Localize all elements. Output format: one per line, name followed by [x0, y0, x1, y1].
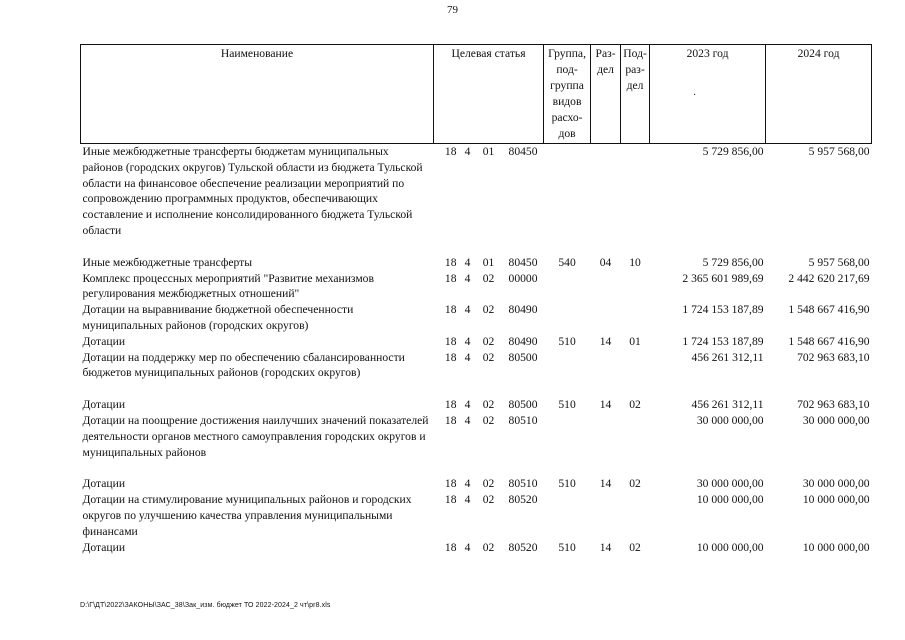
razdel: 14	[599, 477, 612, 491]
target-code-measure: 02	[482, 303, 495, 317]
target-code-direction: 80510	[508, 477, 538, 491]
target-code-program: 18	[444, 477, 457, 491]
expense-group: 540	[558, 255, 576, 269]
target-code-program: 18	[444, 540, 457, 554]
table-row	[81, 302, 872, 334]
expense-group	[544, 492, 591, 539]
file-path-footer: D:\Г\ДТ\2022\ЗАКОНЫ\ЗАС_38\Зак_изм. бюджет ТО 2022-2024_2 чт\pr8.xls	[80, 602, 331, 609]
table-row	[81, 492, 872, 539]
table-body	[81, 144, 872, 556]
target-code-direction: 00000	[508, 271, 538, 285]
amount-2023: 1 724 153 187,89	[682, 334, 764, 348]
podrazdel: 02	[629, 398, 641, 412]
target-code-program: 18	[444, 334, 457, 348]
header-razdel-line: Раз-	[595, 47, 616, 60]
target-code-subprogram: 4	[464, 145, 471, 158]
podrazdel	[621, 144, 650, 255]
header-podrazdel-line: Под-	[623, 47, 647, 60]
stray-dot: ·	[693, 90, 697, 101]
podrazdel: 02	[629, 540, 641, 554]
target-code-program: 18	[444, 398, 457, 412]
row-name: Дотации	[82, 477, 126, 491]
amount-2024: 10 000 000,00	[802, 540, 870, 554]
row-name: Дотации на поддержку мер по обеспечению сбалансированности бюджетов муниципальных районов (городских округов)	[82, 350, 405, 380]
expense-group	[544, 413, 591, 476]
podrazdel	[621, 302, 650, 334]
target-code-program: 18	[444, 493, 457, 507]
expense-group	[544, 350, 591, 398]
header-podrazdel-line: дел	[626, 79, 644, 92]
target-code-subprogram: 4	[464, 334, 471, 348]
target-code-subprogram: 4	[464, 398, 471, 412]
amount-2024: 5 957 568,00	[808, 145, 870, 158]
header-razdel-line: дел	[597, 63, 614, 76]
podrazdel	[621, 271, 650, 303]
razdel	[591, 302, 621, 334]
row-name: Дотации	[82, 398, 126, 412]
target-code-measure: 02	[482, 350, 495, 364]
razdel: 14	[599, 398, 612, 412]
podrazdel	[621, 350, 650, 398]
expense-group: 510	[558, 398, 576, 412]
header-podrazdel	[621, 45, 650, 144]
expense-group: 510	[558, 540, 576, 554]
razdel	[591, 144, 621, 255]
amount-2023: 5 729 856,00	[702, 145, 764, 158]
target-code-direction: 80450	[508, 255, 538, 269]
target-code-subprogram: 4	[464, 477, 471, 491]
table-row	[81, 540, 872, 556]
amount-2024: 30 000 000,00	[802, 413, 870, 427]
target-code-subprogram: 4	[464, 271, 471, 285]
table-row	[81, 397, 872, 413]
podrazdel: 01	[629, 334, 641, 348]
razdel: 14	[599, 334, 612, 348]
header-year-2023: 2023 год	[650, 45, 766, 144]
amount-2023: 5 729 856,00	[702, 255, 764, 269]
table-row	[81, 350, 872, 398]
amount-2024: 2 442 620 217,69	[788, 271, 870, 285]
target-code-program: 18	[444, 255, 457, 269]
razdel	[591, 492, 621, 539]
target-code-direction: 80490	[508, 334, 538, 348]
razdel	[591, 413, 621, 476]
razdel	[591, 350, 621, 398]
row-name: Иные межбюджетные трансферты	[82, 255, 253, 269]
target-code-measure: 02	[482, 413, 495, 427]
target-code-direction: 80520	[508, 493, 538, 507]
header-group-line: под-	[556, 63, 578, 76]
amount-2023: 10 000 000,00	[696, 540, 764, 554]
target-code-program: 18	[444, 145, 457, 158]
target-code-program: 18	[444, 271, 457, 285]
target-code-subprogram: 4	[464, 303, 471, 317]
amount-2024: 702 963 683,10	[797, 350, 870, 364]
razdel: 14	[599, 540, 612, 554]
target-code-subprogram: 4	[464, 350, 471, 364]
header-group-line: видов	[552, 95, 582, 108]
header-group-line: Группа,	[548, 47, 586, 60]
header-year-2024: 2024 год	[766, 45, 872, 144]
podrazdel	[621, 413, 650, 476]
target-code-subprogram: 4	[464, 413, 471, 427]
header-group-line: группа	[550, 79, 584, 92]
header-group-line: расхо-	[551, 111, 583, 124]
expense-group	[544, 271, 591, 303]
table-row	[81, 255, 872, 271]
table-row	[81, 476, 872, 492]
header-name: Наименование	[81, 45, 434, 144]
table-row	[81, 334, 872, 350]
target-code-direction: 80500	[508, 398, 538, 412]
target-code-measure: 02	[482, 334, 495, 348]
amount-2024: 5 957 568,00	[808, 255, 870, 269]
target-code-direction: 80520	[508, 540, 538, 554]
target-code-program: 18	[444, 350, 457, 364]
amount-2023: 456 261 312,11	[691, 398, 764, 412]
amount-2023: 30 000 000,00	[696, 413, 764, 427]
expense-group: 510	[558, 334, 576, 348]
target-code-direction: 80500	[508, 350, 538, 364]
row-name: Дотации	[82, 540, 126, 554]
row-name: Иные межбюджетные трансферты бюджетам муниципальных районов (городских округов) Тульской области из бюджета Тульской области на финансовое обеспечение реализации мероприятий по сопровождению программных продуктов, обеспечивающих составление и исполнение консолидированного бюджета Тульской области	[82, 145, 423, 237]
page-number: 79	[447, 4, 458, 16]
expense-group: 510	[558, 477, 576, 491]
target-code-direction: 80490	[508, 303, 538, 317]
amount-2023: 2 365 601 989,69	[682, 271, 764, 285]
target-code-subprogram: 4	[464, 540, 471, 554]
amount-2023: 10 000 000,00	[696, 493, 764, 507]
target-code-measure: 02	[482, 271, 495, 285]
table-row	[81, 144, 872, 255]
header-podrazdel-line: раз-	[625, 63, 645, 76]
row-name: Дотации на поощрение достижения наилучших значений показателей деятельности органов местного самоуправления городских округов и муниципальных районов	[82, 413, 429, 459]
amount-2023: 456 261 312,11	[691, 350, 764, 364]
amount-2023: 1 724 153 187,89	[682, 303, 764, 317]
target-code-measure: 02	[482, 540, 495, 554]
expense-group	[544, 144, 591, 255]
header-razdel	[591, 45, 621, 144]
budget-table	[80, 44, 872, 555]
row-name: Дотации на выравнивание бюджетной обеспеченности муниципальных районов (городских округов)	[82, 303, 354, 332]
table-row	[81, 413, 872, 476]
header-target-article: Целевая статья	[434, 45, 544, 144]
amount-2024: 30 000 000,00	[802, 477, 870, 491]
target-code-direction: 80510	[508, 413, 538, 427]
header-group-line: дов	[558, 127, 576, 140]
target-code-measure: 02	[482, 493, 495, 507]
amount-2024: 1 548 667 416,90	[788, 334, 870, 348]
table-header-row	[81, 45, 872, 144]
target-code-subprogram: 4	[464, 493, 471, 507]
row-name: Дотации на стимулирование муниципальных районов и городских округов по улучшению качества управления муниципальными финансами	[82, 493, 412, 538]
podrazdel: 02	[629, 477, 641, 491]
target-code-subprogram: 4	[464, 255, 471, 269]
amount-2024: 702 963 683,10	[797, 398, 870, 412]
amount-2023: 30 000 000,00	[696, 477, 764, 491]
target-code-measure: 02	[482, 398, 495, 412]
target-code-measure: 01	[482, 255, 495, 269]
amount-2024: 1 548 667 416,90	[788, 303, 870, 317]
amount-2024: 10 000 000,00	[802, 493, 870, 507]
target-code-direction: 80450	[508, 145, 538, 158]
target-code-program: 18	[444, 413, 457, 427]
row-name: Комплекс процессных мероприятий "Развитие механизмов регулирования межбюджетных отношений"	[82, 271, 374, 301]
target-code-measure: 01	[482, 145, 495, 158]
podrazdel	[621, 492, 650, 539]
razdel: 04	[599, 255, 612, 269]
header-group	[544, 45, 591, 144]
table-row	[81, 271, 872, 303]
podrazdel: 10	[629, 255, 641, 269]
target-code-measure: 02	[482, 477, 495, 491]
razdel	[591, 271, 621, 303]
expense-group	[544, 302, 591, 334]
target-code-program: 18	[444, 303, 457, 317]
row-name: Дотации	[82, 334, 126, 348]
